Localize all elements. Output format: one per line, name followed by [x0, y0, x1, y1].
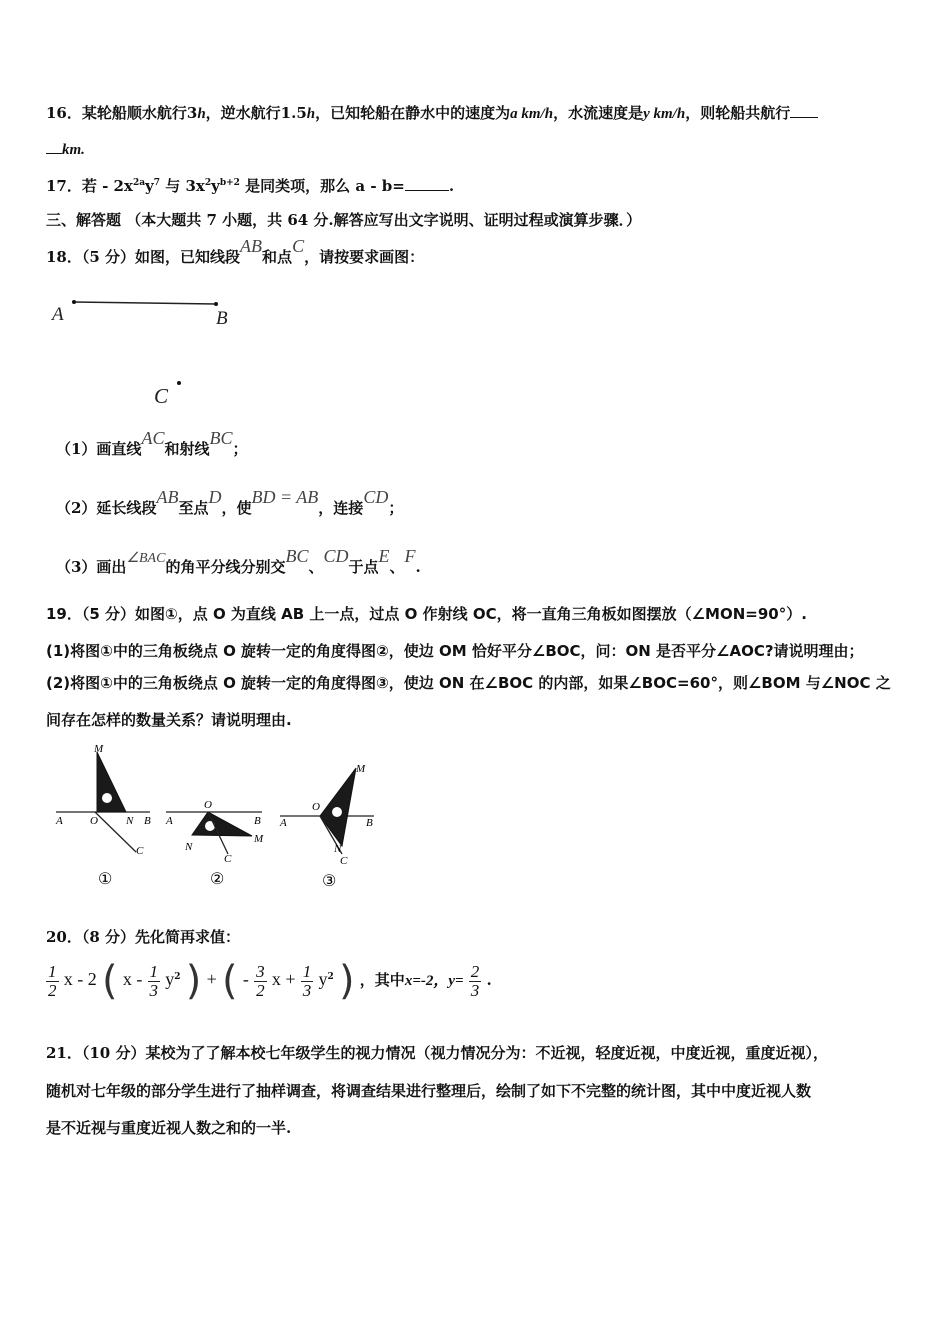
q19-stem: 19．（5 分）如图①，点 O 为直线 AB 上一点，过点 O 作射线 OC，将一直角三角板如图摆放（∠MON=90°）.: [46, 605, 807, 623]
point-A: [72, 300, 76, 304]
f3-label-B: B: [366, 817, 373, 829]
q16-text-end: ，则轮船共航行: [685, 104, 791, 122]
f1-label-C: C: [136, 845, 144, 857]
f2-triangle: [192, 812, 252, 836]
q18-part2: [56, 487, 404, 518]
q17-answer-blank[interactable]: [405, 178, 449, 191]
q18-p2-text: （2）延长线段: [56, 499, 157, 517]
q18-p1-end: ；: [232, 440, 248, 458]
frac-num: 1: [48, 961, 57, 981]
q16-value-1.5: 1.5: [280, 104, 307, 122]
f3-label-O: O: [312, 801, 320, 813]
expr-term5: x +: [271, 969, 296, 989]
q16-text: 16．某轮船顺水航行: [46, 104, 187, 122]
q16-a-speed: a km/h: [510, 106, 554, 122]
q18-p2-text-c: ，使: [221, 499, 252, 517]
q20-expression: [46, 958, 492, 1004]
q18-p2-end: ；: [388, 499, 404, 517]
q18-text-b: 和点: [262, 248, 293, 266]
q20-values: x=-2，y=: [404, 973, 464, 989]
q18-p3-CD: CD: [323, 546, 349, 566]
q21-line2: 随机对七年级的部分学生进行了抽样调查，将调查结果进行整理后，绘制了如下不完整的统计图，其中中度近视人数: [46, 1082, 812, 1100]
q18-p3-text-d: 于点: [348, 558, 379, 576]
q18-p2-AB: AB: [156, 487, 179, 507]
expr-plus: +: [206, 969, 217, 989]
f1-label-A: A: [56, 815, 63, 827]
q16-answer-blank-cont[interactable]: [46, 141, 62, 154]
q19-part2: (2)将图①中的三角板绕点 O 旋转一定的角度得图③，使边 ON 在∠BOC 的内部，如果∠BOC=60°，则∠BOM 与∠NOC 之: [46, 674, 891, 692]
q17-exp-2: 2: [204, 178, 212, 188]
frac-num: 1: [302, 961, 312, 981]
q17-y2: y: [211, 177, 220, 195]
q19-figure-1: [55, 743, 151, 888]
q18-p3-text: （3）画出: [56, 558, 127, 576]
f1-label-M: M: [94, 743, 104, 755]
q18-p1-AC: AC: [141, 428, 165, 448]
q21-line3: 是不近视与重度近视人数之和的一半.: [46, 1119, 292, 1137]
q18-stem: [46, 236, 425, 267]
f2-label-O: O: [204, 799, 212, 811]
paren-open-2: (: [222, 958, 238, 1004]
paren-close-1: ): [185, 958, 202, 1004]
f3-triangle: [320, 768, 356, 846]
expr-minus: -: [242, 969, 249, 989]
f2-label-A: A: [166, 815, 173, 827]
q16-unit-h2: h: [306, 106, 316, 122]
q18-p3-text-b: 的角平分线分别交: [165, 558, 286, 576]
q19-figure-3: [279, 763, 374, 890]
q18-p2-CD: CD: [363, 487, 389, 507]
f2-label-M: M: [254, 833, 264, 845]
q18-label-C: C: [292, 236, 305, 256]
q18-p3-E: E: [378, 546, 390, 566]
q16-y-speed: y km/h: [643, 106, 686, 122]
frac-den: 3: [149, 980, 159, 1000]
frac-den: 2: [256, 980, 265, 1000]
q17-end: .: [448, 177, 455, 195]
q18-part3: [56, 546, 421, 577]
f1-label-O: O: [90, 815, 98, 827]
frac-num: 1: [149, 961, 159, 981]
f1-triangle-hole: [102, 793, 112, 803]
q16-unit-h: h: [197, 106, 206, 122]
q18-p2-text-b: 至点: [178, 499, 209, 517]
q17-text-mid: 与 3x: [160, 177, 205, 195]
segment-AB: [74, 302, 216, 304]
q20-where: ，其中: [359, 971, 405, 989]
q18-p3-sep2: 、: [389, 558, 405, 576]
q20-end: .: [486, 971, 492, 989]
q16-answer-blank[interactable]: [790, 105, 818, 118]
q18-part1: [56, 428, 248, 459]
f1-number: ①: [98, 871, 113, 888]
q16-text-mid1: ，逆水航行: [205, 104, 281, 122]
q17-text-suffix: 是同类项，那么 a - b=: [239, 177, 405, 195]
point-C: [177, 381, 181, 385]
q18-p1-text: （1）画直线: [56, 440, 142, 458]
f3-label-A: A: [280, 817, 287, 829]
f3-label-M: M: [356, 763, 366, 775]
q17-text: 17．若 - 2x: [46, 177, 133, 195]
q18-p3-angle: ∠BAC: [126, 551, 166, 566]
q18-text: 18．（5 分）如图，已知线段: [46, 248, 241, 266]
q18-label-AB: AB: [240, 236, 263, 256]
f2-label-C: C: [224, 853, 232, 865]
q18-p3-BC: BC: [285, 546, 309, 566]
expr-term2: x -: [122, 969, 143, 989]
q21-line1: 21．（10 分）某校为了了解本校七年级学生的视力情况（视力情况分为：不近视，轻度近视，中度近视，重度近视），: [46, 1044, 828, 1062]
f2-label-B: B: [254, 815, 261, 827]
point-B: [214, 302, 218, 306]
q16-line2: [46, 140, 85, 159]
f3-number: ③: [322, 873, 337, 890]
f3-triangle-hole: [332, 807, 342, 817]
frac-1-2: [46, 963, 59, 1000]
f3-label-C: C: [340, 855, 348, 867]
q18-p1-text-b: 和射线: [164, 440, 210, 458]
q18-p1-BC: BC: [209, 428, 233, 448]
q17-exp-b2: b+2: [219, 178, 240, 188]
q16-unit-km: km.: [62, 142, 85, 158]
label-B: B: [216, 308, 228, 329]
q18-figure: [40, 290, 260, 410]
q18-p2-eq: BD = AB: [251, 487, 319, 507]
section-3-header: 三、解答题 （本大题共 7 小题，共 64 分.解答应写出文字说明、证明过程或演算步骤．）: [46, 211, 642, 229]
q19-part1: (1)将图①中的三角板绕点 O 旋转一定的角度得图②，使边 OM 恰好平分∠BOC，问：ON 是否平分∠AOC?请说明理由；: [46, 642, 864, 660]
q19-figure-2: [165, 799, 264, 888]
expr-y2: y: [318, 969, 328, 989]
frac-3-2: [254, 963, 267, 1000]
q16-text-mid3: ，水流速度是: [553, 104, 644, 122]
f2-number: ②: [210, 871, 225, 888]
q18-p3-F: F: [404, 546, 416, 566]
label-A: A: [52, 304, 64, 325]
q18-p3-end: .: [415, 558, 421, 576]
q19-part2-cont: 间存在怎样的数量关系？请说明理由.: [46, 711, 292, 729]
frac-1-3: [148, 963, 161, 1000]
q18-text-c: ，请按要求画图：: [304, 248, 425, 266]
frac-num: 2: [470, 961, 480, 981]
q17-exp-7: 7: [153, 178, 161, 188]
q17-y: y: [145, 177, 154, 195]
f2-label-N: N: [185, 841, 193, 853]
q19-figures: [40, 740, 390, 900]
f1-label-N: N: [126, 815, 134, 827]
f1-label-B: B: [144, 815, 151, 827]
expr-y: y: [165, 969, 175, 989]
q16-text-mid2: ，已知轮船在静水中的速度为: [315, 104, 511, 122]
paren-open-1: (: [101, 958, 118, 1004]
f1-triangle: [97, 752, 126, 812]
q17-line: [46, 175, 454, 196]
q18-p3-sep: 、: [308, 558, 324, 576]
q16-value-3: 3: [186, 104, 198, 122]
paren-close-2: ): [338, 958, 355, 1004]
q18-p2-text-d: ，连接: [318, 499, 364, 517]
expr-sq-2: 2: [327, 972, 334, 982]
f3-label-N: N: [334, 843, 342, 855]
frac-den: 2: [48, 980, 57, 1000]
frac-1-3b: [301, 963, 314, 1000]
frac-den: 3: [302, 980, 312, 1000]
expr-term1: x - 2: [63, 969, 97, 989]
frac-den: 3: [470, 980, 480, 1000]
label-C: C: [154, 384, 169, 408]
expr-sq-1: 2: [174, 972, 181, 982]
frac-2-3: [469, 963, 482, 1000]
q17-exp-2a: 2a: [132, 178, 146, 188]
q20-stem: 20．（8 分）先化简再求值：: [46, 928, 241, 946]
q18-p2-D: D: [208, 487, 222, 507]
q16-line1: [46, 102, 818, 123]
frac-num: 3: [256, 961, 265, 981]
